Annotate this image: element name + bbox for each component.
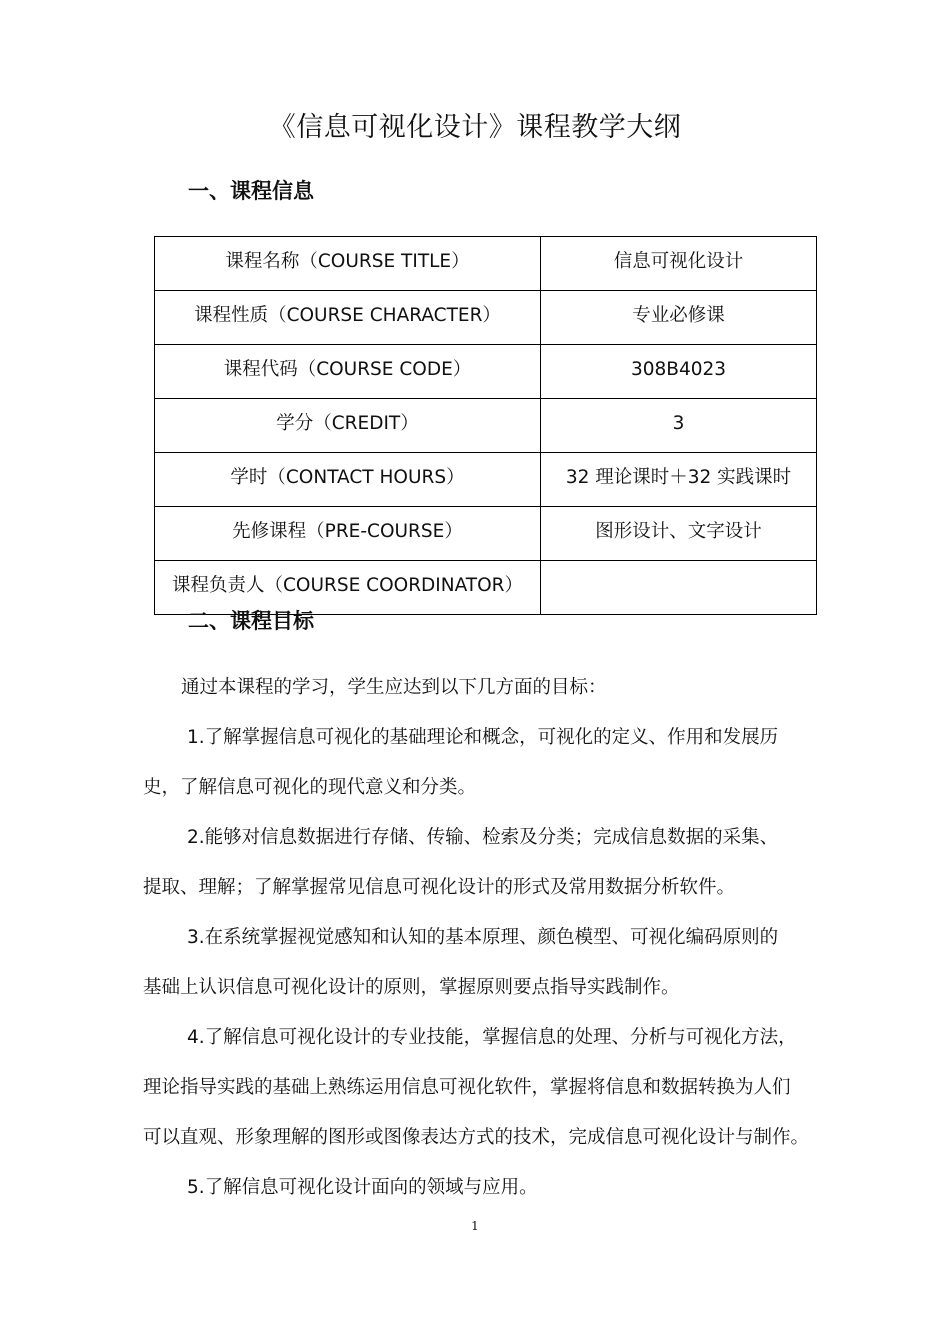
table-cell-label: 课程名称（COURSE TITLE） [155,237,541,291]
table-cell-value: 信息可视化设计 [541,237,817,291]
table-row [155,399,817,453]
section-heading-course-goals: 二、课程目标 [188,609,314,633]
goal-5-line-1: 5.了解信息可视化设计面向的领域与应用。 [187,1177,538,1198]
goal-1-line-1: 1.了解掌握信息可视化的基础理论和概念，可视化的定义、作用和发展历 [187,727,779,748]
goal-1-line-2: 史，了解信息可视化的现代意义和分类。 [143,777,477,798]
page-number: 1 [471,1219,479,1233]
document-title: 《信息可视化设计》课程教学大纲 [268,112,682,143]
table-cell-label: 学时（CONTACT HOURS） [155,453,541,507]
table-cell-value: 专业必修课 [541,291,817,345]
goal-4-line-3: 可以直观、形象理解的图形或图像表达方式的技术，完成信息可视化设计与制作。 [143,1127,810,1148]
table-cell-label: 学分（CREDIT） [155,399,541,453]
table-row [155,237,817,291]
goal-3-line-2: 基础上认识信息可视化设计的原则，掌握原则要点指导实践制作。 [143,977,680,998]
goal-2-line-2: 提取、理解；了解掌握常见信息可视化设计的形式及常用数据分析软件。 [143,877,736,898]
goals-intro: 通过本课程的学习，学生应达到以下几方面的目标： [181,677,607,698]
goal-4-line-2: 理论指导实践的基础上熟练运用信息可视化软件，掌握将信息和数据转换为人们 [143,1077,791,1098]
table-row [155,345,817,399]
table-row [155,507,817,561]
goal-4-line-1: 4.了解信息可视化设计的专业技能，掌握信息的处理、分析与可视化方法， [187,1027,797,1048]
course-info-table [154,236,817,615]
table-cell-value: 3 [541,399,817,453]
goal-3-line-1: 3.在系统掌握视觉感知和认知的基本原理、颜色模型、可视化编码原则的 [187,927,779,948]
table-cell-label: 先修课程（PRE-COURSE） [155,507,541,561]
table-row [155,291,817,345]
table-cell-label: 课程代码（COURSE CODE） [155,345,541,399]
table-cell-label: 课程负责人（COURSE COORDINATOR） [155,561,541,615]
table-cell-value: 图形设计、文字设计 [541,507,817,561]
table-cell-value: 308B4023 [541,345,817,399]
table-cell-value [541,561,817,615]
section-heading-course-info: 一、课程信息 [188,179,314,203]
table-row [155,453,817,507]
table-cell-label: 课程性质（COURSE CHARACTER） [155,291,541,345]
table-cell-value: 32 理论课时＋32 实践课时 [541,453,817,507]
goal-2-line-1: 2.能够对信息数据进行存储、传输、检索及分类；完成信息数据的采集、 [187,827,779,848]
